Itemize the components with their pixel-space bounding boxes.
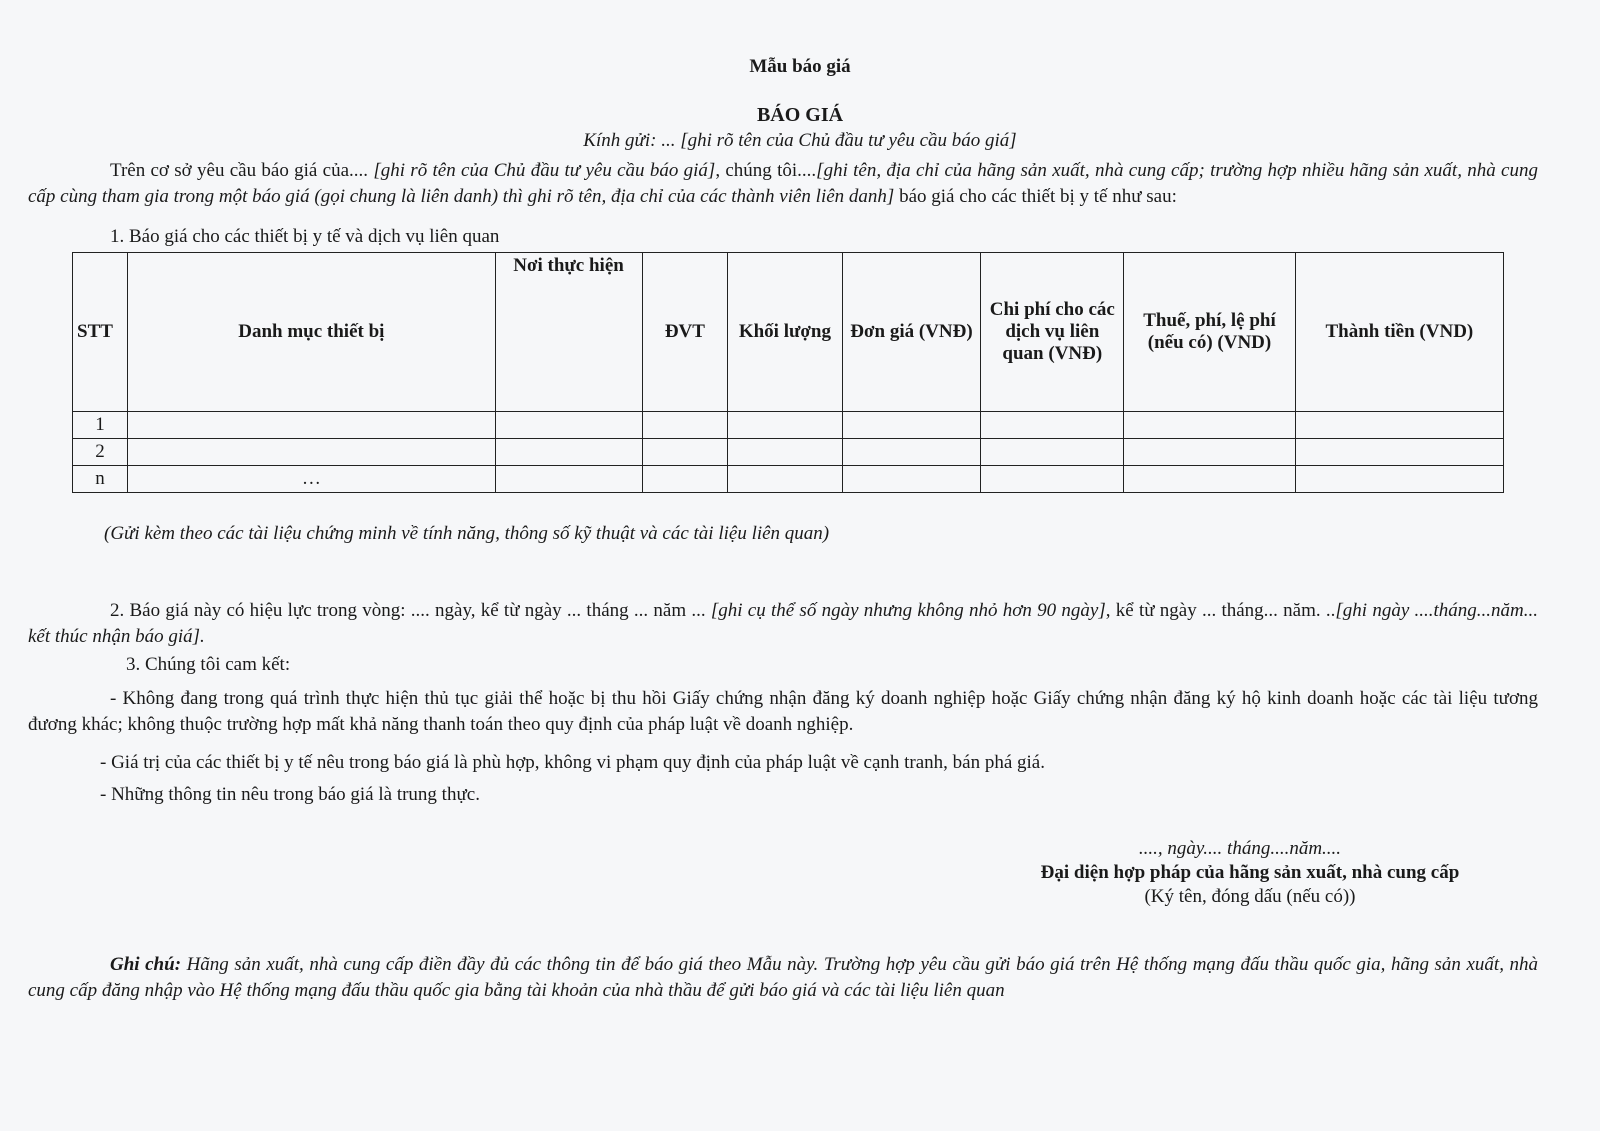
cell-place — [495, 439, 642, 466]
commitment-3: - Những thông tin nêu trong báo giá là trung thực. — [100, 784, 480, 805]
cell-stt: n — [73, 466, 128, 493]
header-qty: Khối lượng — [728, 253, 842, 412]
cell-unit-price — [842, 466, 981, 493]
cell-tax — [1124, 466, 1295, 493]
cell-place — [495, 412, 642, 439]
intro-part5: báo giá cho các thiết bị y tế như sau: — [894, 186, 1177, 207]
cell-unit — [642, 412, 728, 439]
cell-total — [1295, 466, 1503, 493]
cell-unit-price — [842, 439, 981, 466]
attachment-note: (Gửi kèm theo các tài liệu chứng minh về tính năng, thông số kỹ thuật và các tài liệu liên quan) — [104, 523, 830, 544]
section2-part1: 2. Báo giá này có hiệu lực trong vòng: .... ngày, kể từ ngày ... tháng ... năm ... — [110, 600, 711, 621]
cell-item — [128, 439, 495, 466]
header-tax: Thuế, phí, lệ phí (nếu có) (VND) — [1124, 253, 1295, 412]
table-row — [73, 466, 1504, 493]
signature-note: (Ký tên, đóng dấu (nếu có)) — [1144, 886, 1356, 907]
header-total: Thành tiền (VND) — [1295, 253, 1503, 412]
cell-place — [495, 466, 642, 493]
intro-part4: [ghi tên, địa chỉ của hãng sản xuất, nhà cung cấp; trường hợp nhiều hãng sản xuất, nhà cung cấp cùng tham gia trong một báo giá (gọi chung là liên danh) thì ghi rõ tên, địa chỉ của các thành viên liên danh] — [28, 160, 1538, 207]
cell-unit — [642, 466, 728, 493]
cell-tax — [1124, 439, 1295, 466]
cell-qty — [728, 439, 842, 466]
recipient-line — [0, 130, 1600, 152]
recipient-text: Kính gửi: ... [ghi rõ tên của Chủ đầu tư yêu cầu báo giá] — [583, 130, 1017, 151]
commitment-1: - Không đang trong quá trình thực hiện thủ tục giải thể hoặc bị thu hồi Giấy chứng nhận đăng ký doanh nghiệp hoặc Giấy chứng nhận đăng ký hộ kinh doanh hoặc các tài liệu tương đương khác; không thuộc trường hợp mất khả năng thanh toán theo quy định của pháp luật về doanh nghiệp. — [28, 688, 1538, 735]
header-item: Danh mục thiết bị — [128, 253, 495, 412]
cell-service-cost — [981, 412, 1124, 439]
table-header-row — [73, 253, 1504, 412]
table-row — [73, 412, 1504, 439]
intro-part3: , chúng tôi.... — [715, 160, 817, 181]
section2-paragraph — [28, 598, 1538, 650]
cell-service-cost — [981, 466, 1124, 493]
signature-date: ...., ngày.... tháng....năm.... — [1138, 838, 1342, 859]
intro-paragraph — [28, 158, 1538, 210]
section3-heading: 3. Chúng tôi cam kết: — [126, 654, 291, 675]
cell-qty — [728, 466, 842, 493]
footnote-paragraph — [28, 952, 1538, 1004]
intro-part1: Trên cơ sở yêu cầu báo giá của.... — [110, 160, 374, 181]
header-unit: ĐVT — [642, 253, 728, 412]
document-title: BÁO GIÁ — [756, 104, 844, 126]
header-unit-price: Đơn giá (VNĐ) — [842, 253, 981, 412]
table-row — [73, 439, 1504, 466]
footnote-text: Hãng sản xuất, nhà cung cấp điền đầy đủ các thông tin để báo giá theo Mẫu này. Trường hợp yêu cầu gửi báo giá trên Hệ thống mạng đấu thầu quốc gia, hãng sản xuất, nhà cung cấp đăng nhập vào Hệ thống mạng đấu thầu quốc gia bằng tài khoản của nhà thầu để gửi báo giá và các tài liệu liên quan — [28, 954, 1539, 1001]
cell-service-cost — [981, 439, 1124, 466]
cell-stt: 1 — [73, 412, 128, 439]
form-name: Mẫu báo giá — [749, 56, 851, 77]
cell-total — [1295, 439, 1503, 466]
cell-tax — [1124, 412, 1295, 439]
cell-qty — [728, 412, 842, 439]
header-stt: STT — [73, 253, 128, 412]
section2-part4: [ghi ngày ....tháng...năm... kết thúc nhận báo giá]. — [28, 600, 1538, 647]
cell-unit-price — [842, 412, 981, 439]
header-service-cost: Chi phí cho các dịch vụ liên quan (VNĐ) — [981, 253, 1124, 412]
footnote-label: Ghi chú: — [110, 954, 182, 975]
section1-heading: 1. Báo giá cho các thiết bị y tế và dịch vụ liên quan — [110, 226, 500, 247]
cell-unit — [642, 439, 728, 466]
cell-total — [1295, 412, 1503, 439]
header-place: Nơi thực hiện — [495, 253, 642, 412]
quote-table — [72, 252, 1504, 493]
cell-item: … — [128, 466, 495, 493]
section2-part2: [ghi cụ thể số ngày nhưng không nhỏ hơn 90 ngày] — [710, 600, 1106, 621]
intro-part2: [ghi rõ tên của Chủ đầu tư yêu cầu báo giá] — [373, 160, 716, 181]
section2-part3: , kể từ ngày ... tháng... năm. .. — [1105, 600, 1336, 621]
cell-stt: 2 — [73, 439, 128, 466]
commitment-2: - Giá trị của các thiết bị y tế nêu trong báo giá là phù hợp, không vi phạm quy định của pháp luật về cạnh tranh, bán phá giá. — [100, 752, 1045, 773]
signature-role: Đại diện hợp pháp của hãng sản xuất, nhà cung cấp — [1040, 862, 1460, 883]
cell-item — [128, 412, 495, 439]
